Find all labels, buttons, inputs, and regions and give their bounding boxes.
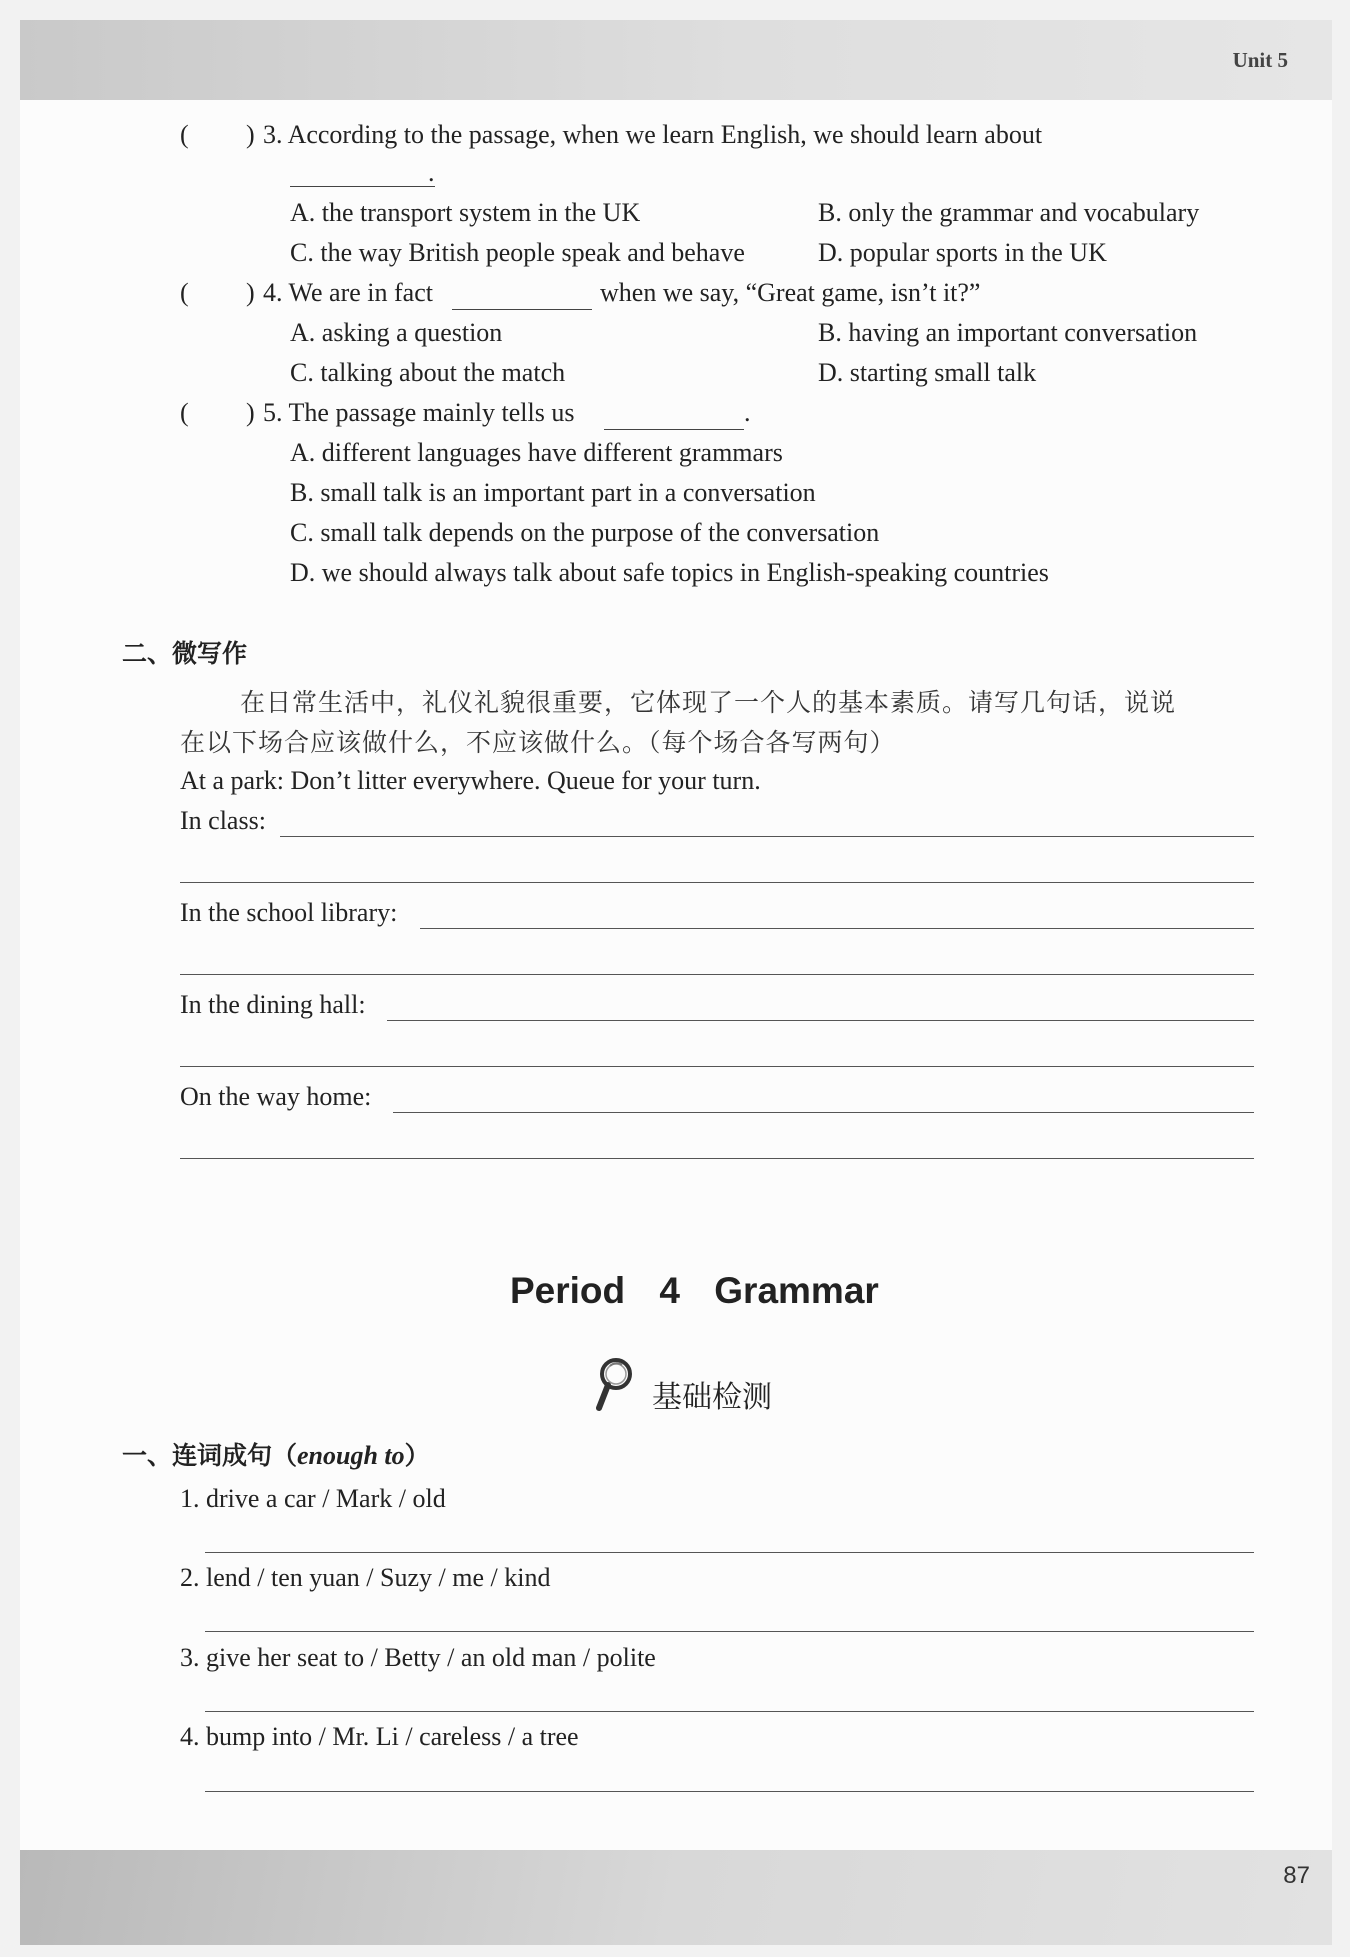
option-b[interactable]: B. small talk is an important part in a conversation xyxy=(290,478,816,507)
footer-band xyxy=(20,1850,1332,1945)
period-title: Period 4 Grammar xyxy=(510,1270,879,1311)
writing-example: At a park: Don’t litter everywhere. Queue for your turn. xyxy=(180,766,761,795)
answer-blank[interactable] xyxy=(290,162,435,187)
prompt-way-home: On the way home: xyxy=(180,1082,372,1111)
section-title-end: ） xyxy=(404,1441,430,1470)
magnifier-icon xyxy=(592,1356,636,1412)
section-title-cn: 一、连词成句（ xyxy=(122,1441,298,1470)
question-stem-b: when we say, “Great game, isn’t it?” xyxy=(600,278,981,307)
option-a[interactable]: A. different languages have different grammars xyxy=(290,438,783,467)
sentence-item-3: 3. give her seat to / Betty / an old man / polite xyxy=(180,1643,656,1672)
question-stem-a: 4. We are in fact xyxy=(263,278,433,307)
answer-paren-close: ) xyxy=(246,398,255,427)
blank-period: . xyxy=(744,398,751,427)
option-d[interactable]: D. starting small talk xyxy=(818,358,1037,387)
answer-paren-close: ) xyxy=(246,120,255,149)
answer-line[interactable] xyxy=(205,1552,1254,1553)
section-title-en: enough to xyxy=(297,1441,405,1470)
answer-paren-open[interactable]: ( xyxy=(180,398,189,427)
writing-line[interactable] xyxy=(180,882,1254,883)
answer-line[interactable] xyxy=(205,1791,1254,1792)
writing-line[interactable] xyxy=(180,1066,1254,1067)
section-subtitle: 基础检测 xyxy=(652,1380,772,1415)
writing-instruction-2: 在以下场合应该做什么，不应该做什么。（每个场合各写两句） xyxy=(180,728,896,757)
answer-paren-close: ) xyxy=(246,278,255,307)
prompt-dining-hall: In the dining hall: xyxy=(180,990,366,1019)
section-title-sentences xyxy=(122,1436,430,1472)
header-band xyxy=(20,20,1332,100)
sentence-item-4: 4. bump into / Mr. Li / careless / a tree xyxy=(180,1722,579,1751)
answer-line[interactable] xyxy=(205,1631,1254,1632)
option-c[interactable]: C. the way British people speak and behave xyxy=(290,238,745,267)
section-title-writing: 二、微写作 xyxy=(122,639,248,668)
option-c[interactable]: C. talking about the match xyxy=(290,358,566,387)
writing-line[interactable] xyxy=(393,1112,1254,1113)
option-d[interactable]: D. popular sports in the UK xyxy=(818,238,1107,267)
writing-line[interactable] xyxy=(180,974,1254,975)
writing-instruction-1: 在日常生活中，礼仪礼貌很重要，它体现了一个人的基本素质。请写几句话，说说 xyxy=(240,688,1177,717)
prompt-in-class: In class: xyxy=(180,806,266,835)
writing-line[interactable] xyxy=(180,1158,1254,1159)
writing-line[interactable] xyxy=(420,928,1254,929)
answer-blank[interactable] xyxy=(604,402,744,430)
option-c[interactable]: C. small talk depends on the purpose of the conversation xyxy=(290,518,880,547)
option-a[interactable]: A. the transport system in the UK xyxy=(290,198,641,227)
page-number: 87 xyxy=(1283,1862,1310,1889)
prompt-school-library: In the school library: xyxy=(180,898,398,927)
option-a[interactable]: A. asking a question xyxy=(290,318,503,347)
answer-paren-open[interactable]: ( xyxy=(180,278,189,307)
blank-period: . xyxy=(428,158,435,187)
option-b[interactable]: B. only the grammar and vocabulary xyxy=(818,198,1200,227)
answer-paren-open[interactable]: ( xyxy=(180,120,189,149)
answer-line[interactable] xyxy=(205,1711,1254,1712)
writing-line[interactable] xyxy=(387,1020,1254,1021)
unit-label: Unit 5 xyxy=(1232,48,1288,72)
option-b[interactable]: B. having an important conversation xyxy=(818,318,1198,347)
answer-blank[interactable] xyxy=(452,282,592,310)
sentence-item-2: 2. lend / ten yuan / Suzy / me / kind xyxy=(180,1563,551,1592)
writing-line[interactable] xyxy=(280,836,1254,837)
option-d[interactable]: D. we should always talk about safe topics in English-speaking countries xyxy=(290,558,1049,587)
question-stem: 3. According to the passage, when we learn English, we should learn about xyxy=(263,120,1043,149)
sentence-item-1: 1. drive a car / Mark / old xyxy=(180,1484,446,1513)
question-stem: 5. The passage mainly tells us xyxy=(263,398,575,427)
